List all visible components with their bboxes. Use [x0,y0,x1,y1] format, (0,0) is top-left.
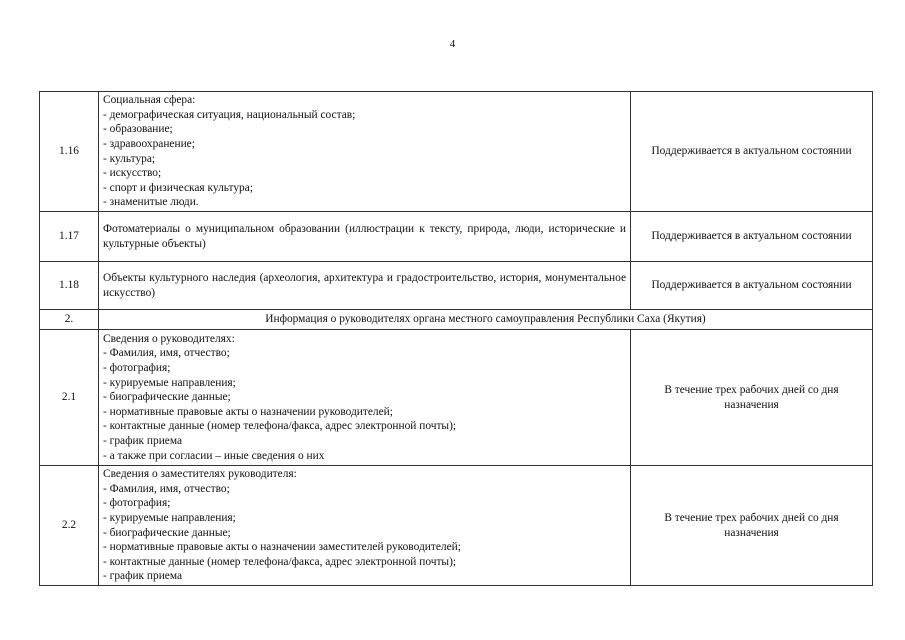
row-description [99,92,631,212]
description-line: - контактные данные (номер телефона/факса, адрес электронной почты); [103,555,457,568]
description-line: - Фамилия, имя, отчество; [103,347,230,360]
row-update-period: В течение трех рабочих дней со дня назначения [631,330,873,466]
description-line: - Фамилия, имя, отчество; [103,482,230,495]
row-number: 1.17 [40,212,99,262]
description-line: - курируемые направления; [103,511,236,524]
description-line: - фотография; [103,497,171,510]
description-line: - а также при согласии – иные сведения о них [103,449,325,462]
description-line: - биографические данные; [103,526,231,539]
row-number: 1.18 [40,262,99,310]
row-update-period: Поддерживается в актуальном состоянии [631,262,873,310]
row-number: 2.1 [40,330,99,466]
description-line: - нормативные правовые акты о назначении руководителей; [103,405,393,418]
table-row [40,92,873,212]
description-line: - культура; [103,152,156,165]
table-row [40,330,873,466]
row-description [99,466,631,586]
description-line: - образование; [103,123,173,136]
description-line: - график приема [103,434,183,447]
section-title: Информация о руководителях органа местного самоуправления Республики Саха (Якутия) [99,310,873,330]
row-update-period: Поддерживается в актуальном состоянии [631,92,873,212]
row-description [99,330,631,466]
description-line: - график приема [103,570,183,583]
description-line: - здравоохранение; [103,137,195,150]
description-line: Сведения о руководителях: [103,332,235,345]
row-update-period: Поддерживается в актуальном состоянии [631,212,873,262]
description-line: - фотография; [103,362,171,375]
table-row [40,212,873,262]
description-line: - демографическая ситуация, национальный состав; [103,108,356,121]
description-line: Сведения о заместителях руководителя: [103,468,297,481]
description-line: - искусство; [103,167,162,180]
row-update-period: В течение трех рабочих дней со дня назначения [631,466,873,586]
section-number: 2. [40,310,99,330]
description-line: - биографические данные; [103,391,231,404]
row-number: 1.16 [40,92,99,212]
description-line: - нормативные правовые акты о назначении заместителей руководителей; [103,541,461,554]
information-table [39,91,873,586]
row-number: 2.2 [40,466,99,586]
description-line: - спорт и физическая культура; [103,181,253,194]
description-line: - курируемые направления; [103,376,236,389]
table-row [40,262,873,310]
row-description: Фотоматериалы о муниципальном образовании (иллюстрации к тексту, природа, люди, исторические и культурные объекты) [99,212,631,262]
description-line: - контактные данные (номер телефона/факса, адрес электронной почты); [103,420,457,433]
description-line: - знаменитые люди. [103,196,199,209]
row-description: Объекты культурного наследия (археология, архитектура и градостроительство, история, монументальное искусство) [99,262,631,310]
page-number: 4 [449,38,456,50]
table-row [40,466,873,586]
section-header-row [40,310,873,330]
description-line: Социальная сфера: [103,94,196,107]
